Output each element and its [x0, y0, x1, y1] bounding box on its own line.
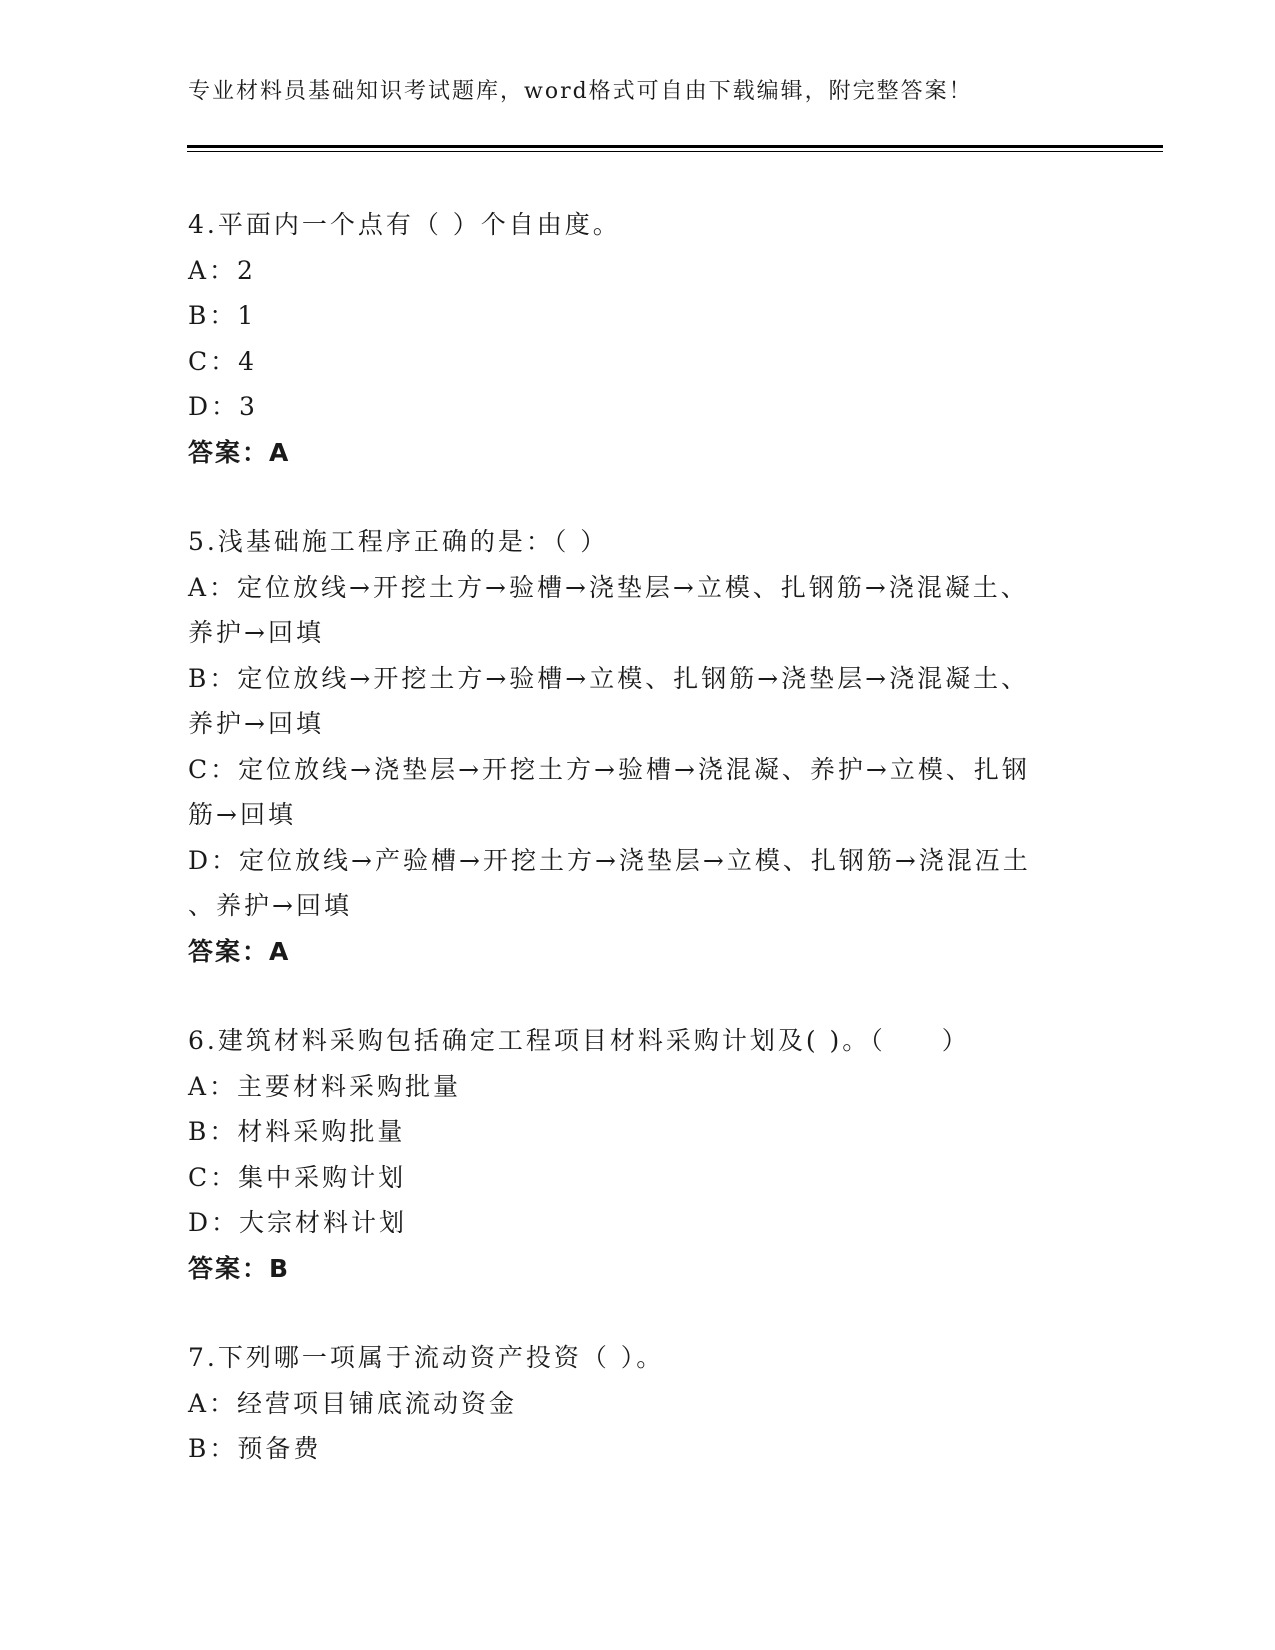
option-d-continued: 、养护→回填 — [188, 891, 352, 920]
question-stem: 5.浅基础施工程序正确的是：（ ） — [188, 527, 609, 556]
question-stem: 7.下列哪一项属于流动资产投资（ ）。 — [188, 1343, 665, 1372]
option-c: C：定位放线→浇垫层→开挖土方→验槽→浇混凝、养护→立模、扎钢 — [188, 754, 1030, 784]
option-d: D：定位放线→产验槽→开挖土方→浇垫层→立模、扎钢筋→浇混冱土 — [188, 845, 1031, 875]
answer-label: 答案：A — [188, 936, 291, 966]
option-b-continued: 养护→回填 — [188, 709, 324, 738]
page-header: 专业材料员基础知识考试题库，word格式可自由下载编辑，附完整答案！ — [188, 79, 973, 104]
answer-label: 答案：B — [188, 1253, 291, 1283]
question-6 — [188, 1018, 1088, 1291]
answer-label: 答案：A — [188, 437, 291, 467]
option-a: A：主要材料采购批量 — [188, 1071, 462, 1101]
option-a: A：经营项目铺底流动资金 — [188, 1388, 518, 1418]
question-stem: 4.平面内一个点有（ ）个自由度。 — [188, 210, 621, 239]
option-b: B：1 — [188, 301, 257, 330]
question-list — [188, 202, 1088, 1516]
option-c: C：4 — [188, 346, 258, 376]
option-b: B：材料采购批量 — [188, 1117, 406, 1146]
option-b: B：定位放线→开挖土方→验槽→立模、扎钢筋→浇垫层→浇混凝土、 — [188, 663, 1030, 693]
question-stem: 6.建筑材料采购包括确定工程项目材料采购计划及( )。（ ） — [188, 1026, 970, 1055]
option-b: B：预备费 — [188, 1434, 322, 1463]
option-a: A：定位放线→开挖土方→验槽→浇垫层→立模、扎钢筋→浇混凝土、 — [188, 572, 1029, 602]
header-rule-thick — [187, 145, 1163, 148]
header-rule-thin — [187, 151, 1163, 152]
option-a-continued: 养护→回填 — [188, 618, 324, 647]
question-5 — [188, 519, 1088, 974]
option-c: C：集中采购计划 — [188, 1162, 407, 1192]
question-4 — [188, 202, 1088, 475]
option-a: A：2 — [188, 255, 256, 285]
option-d: D：3 — [188, 392, 258, 421]
question-7 — [188, 1335, 1088, 1472]
option-d: D：大宗材料计划 — [188, 1208, 408, 1237]
option-c-continued: 筋→回填 — [188, 800, 296, 829]
